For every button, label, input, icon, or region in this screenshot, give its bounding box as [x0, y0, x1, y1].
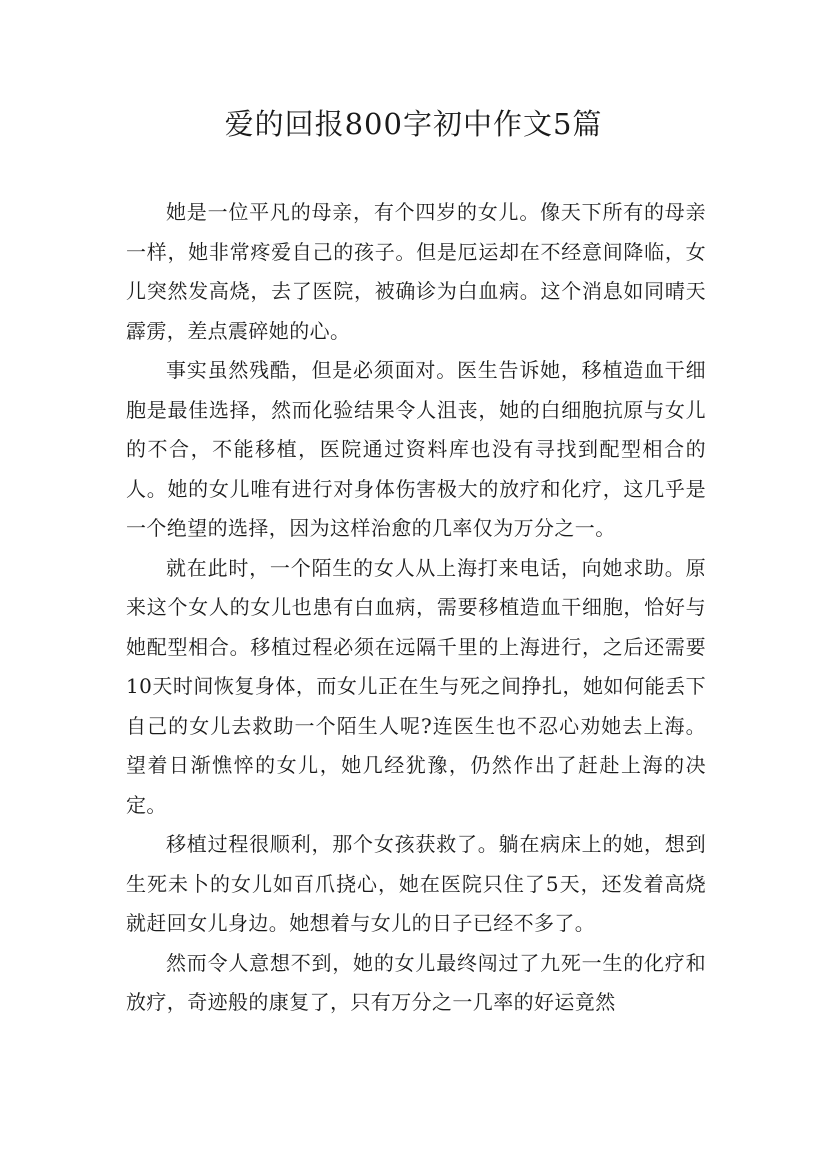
document-title: 爱的回报800字初中作文5篇 — [224, 107, 603, 141]
paragraph-5: 然而令人意想不到，她的女儿最终闯过了九死一生的化疗和放疗，奇迹般的康复了，只有万分之一几率的好运竟然 — [126, 950, 706, 1014]
paragraph-3: 就在此时，一个陌生的女人从上海打来电话，向她求助。原来这个女人的女儿也患有白血病，需要移植造血干细胞，恰好与她配型相合。移植过程必须在远隔千里的上海进行，之后还需要10天时间恢复身体，而女儿正在生与死之间挣扎，她如何能丢下自己的女儿去救助一个陌生人呢?连医生也不忍心劝她去上海。望着日渐憔悴的女儿，她几经犹豫，仍然作出了赶赴上海的决定。 — [126, 555, 706, 817]
paragraph-1: 她是一位平凡的母亲，有个四岁的女儿。像天下所有的母亲一样，她非常疼爱自己的孩子。但是厄运却在不经意间降临，女儿突然发高烧，去了医院，被确诊为白血病。这个消息如同晴天霹雳，差点震碎她的心。 — [126, 200, 706, 343]
document-body — [126, 193, 706, 1023]
paragraph-4: 移植过程很顺利，那个女孩获救了。躺在病床上的她，想到生死未卜的女儿如百爪挠心，她在医院只住了5天，还发着高烧就赶回女儿身边。她想着与女儿的日子已经不多了。 — [126, 832, 706, 935]
paragraph-2: 事实虽然残酷，但是必须面对。医生告诉她，移植造血干细胞是最佳选择，然而化验结果令人沮丧，她的白细胞抗原与女儿的不合，不能移植，医院通过资料库也没有寻找到配型相合的人。她的女儿唯有进行对身体伤害极大的放疗和化疗，这几乎是一个绝望的选择，因为这样治愈的几率仅为万分之一。 — [126, 358, 706, 540]
